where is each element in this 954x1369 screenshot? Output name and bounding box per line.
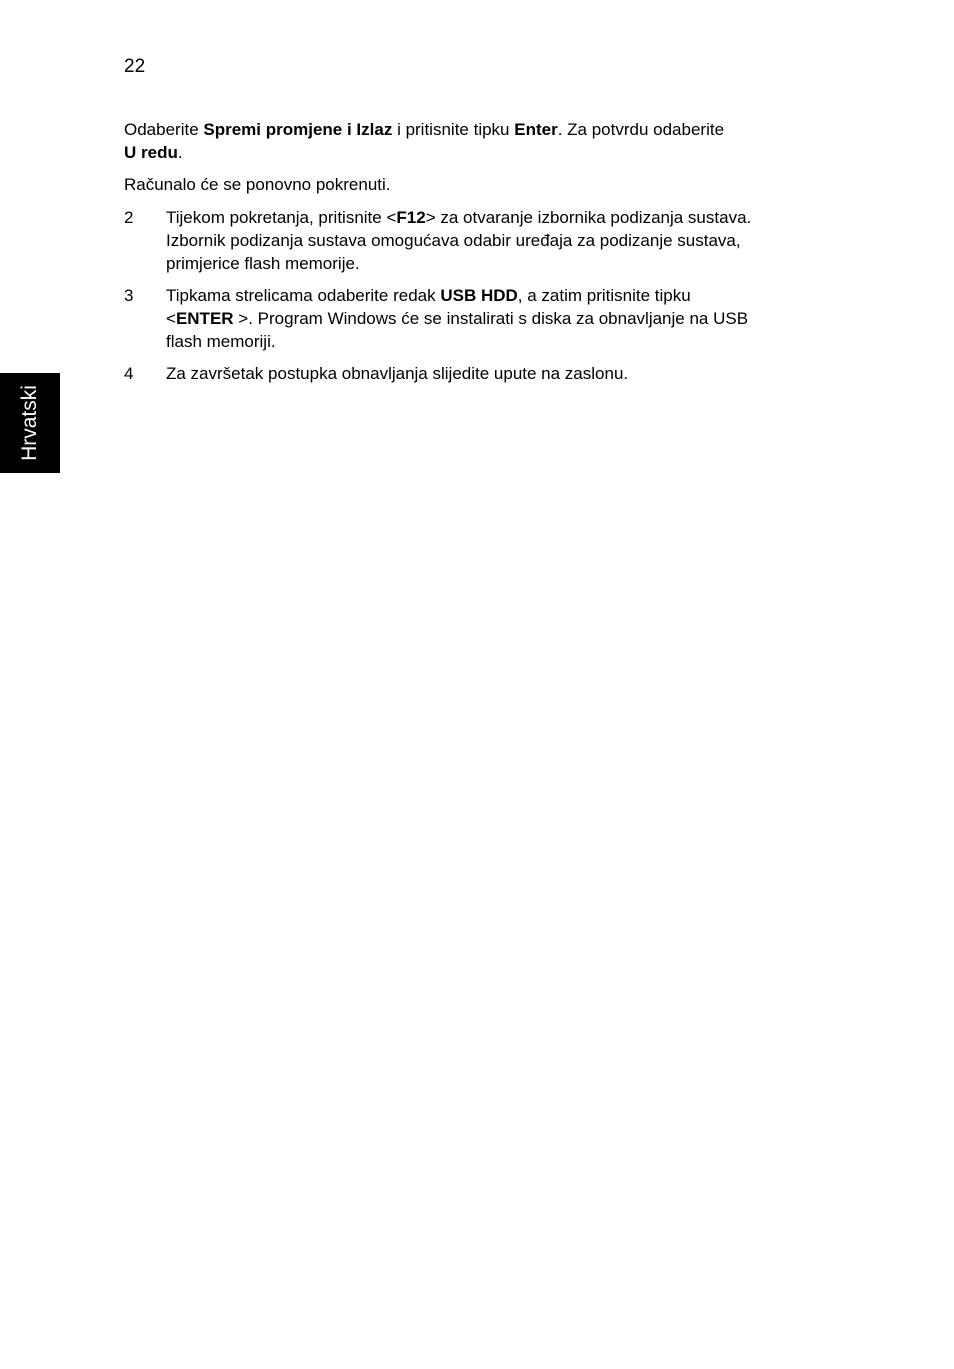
instruction-paragraph (124, 118, 824, 164)
text-span: > za otvaranje izbornika podizanja sustava. (425, 208, 752, 227)
step-number: 4 (124, 364, 134, 383)
menu-option-save-exit: Spremi promjene i Izlaz (203, 120, 393, 139)
text-span: primjerice flash memorije. (166, 254, 360, 273)
step-text (166, 284, 816, 353)
step-number: 2 (124, 208, 134, 227)
key-enter: ENTER (175, 309, 234, 328)
text-span: Tijekom pokretanja, pritisnite < (166, 208, 397, 227)
text-span: >. Program Windows će se instalirati s diska za obnavljanje na USB (233, 309, 749, 328)
text-span: Tipkama strelicama odaberite redak (166, 286, 441, 305)
text-span: < (166, 309, 176, 328)
option-ok: U redu (124, 143, 178, 162)
restart-note: Računalo će se ponovno pokrenuti. (124, 175, 391, 194)
key-f12: F12 (396, 208, 426, 227)
text-span: Izbornik podizanja sustava omogućava odabir uređaja za podizanje sustava, (166, 231, 741, 250)
text-span: , a zatim pritisnite tipku (517, 286, 691, 305)
text-span: flash memoriji. (166, 332, 276, 351)
page-number: 22 (124, 56, 146, 77)
text-span: . (177, 143, 183, 162)
language-side-tab (0, 373, 60, 473)
text-span: . Za potvrdu odaberite (557, 120, 725, 139)
step-text: Za završetak postupka obnavljanja slijedite upute na zaslonu. (166, 364, 629, 383)
step-number: 3 (124, 286, 134, 305)
text-span: Odaberite (124, 120, 204, 139)
key-enter: Enter (514, 120, 558, 139)
option-usb-hdd: USB HDD (440, 286, 518, 305)
step-text (166, 206, 816, 275)
text-span: i pritisnite tipku (392, 120, 515, 139)
language-side-tab-label: Hrvatski (18, 385, 41, 461)
